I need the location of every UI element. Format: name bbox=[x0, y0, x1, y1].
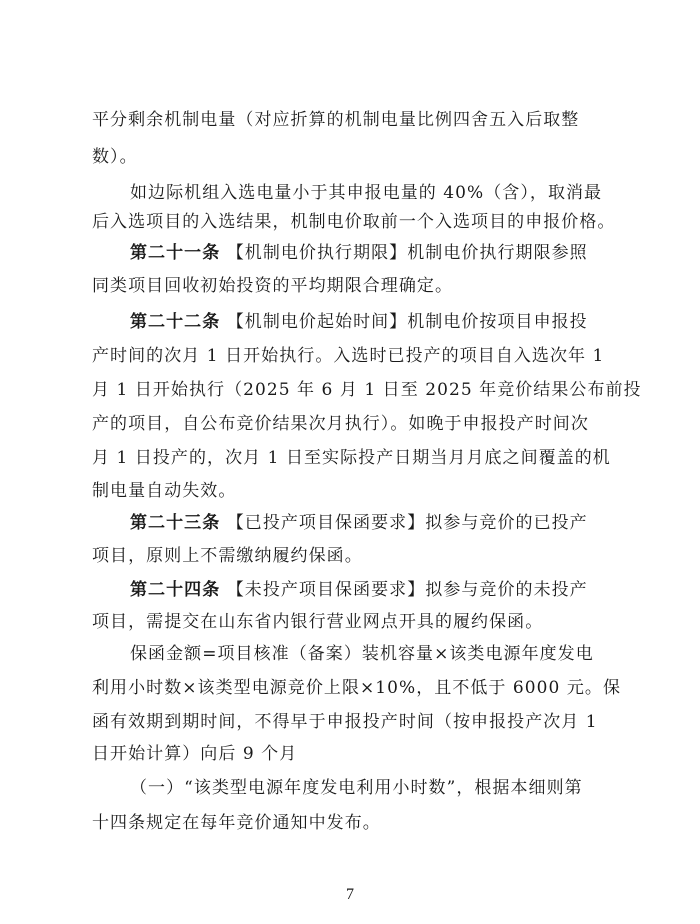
text-line: （一）“该类型电源年度发电利用小时数”，根据本细则第 bbox=[130, 778, 583, 798]
text-line: 项目，原则上不需缴纳履约保函。 bbox=[92, 546, 363, 566]
page-number: 7 bbox=[346, 886, 354, 903]
article-23-title: 【已投产项目保函要求】 bbox=[226, 513, 426, 533]
text-line: 月 1 日投产的，次月 1 日至实际投产日期当月月底之间覆盖的机 bbox=[92, 448, 611, 468]
text-line: 数）。 bbox=[92, 147, 138, 167]
text-line: 后入选项目的入选结果，机制电价取前一个入选项目的申报价格。 bbox=[92, 212, 616, 232]
article-22-heading: 第二十二条 bbox=[130, 312, 221, 332]
text-line: 日开始计算）向后 9 个月 bbox=[92, 744, 298, 764]
text-line: 同类项目回收初始投资的平均期限合理确定。 bbox=[92, 276, 453, 296]
article-22-text: 机制电价按项目申报投 bbox=[407, 312, 588, 332]
text-line: 利用小时数×该类型电源竞价上限×10%，且不低于 6000 元。保 bbox=[92, 678, 621, 698]
article-24-heading: 第二十四条 bbox=[130, 580, 221, 600]
text-line: 函有效期到期时间，不得早于申报投产时间（按申报投产次月 1 bbox=[92, 712, 598, 732]
article-21-line bbox=[130, 242, 614, 264]
article-24-title: 【未投产项目保函要求】 bbox=[226, 580, 426, 600]
article-21-title: 【机制电价执行期限】 bbox=[226, 243, 408, 263]
article-21-heading: 第二十一条 bbox=[130, 243, 221, 263]
article-24-line bbox=[130, 579, 614, 601]
text-line: 月 1 日开始执行（2025 年 6 月 1 日至 2025 年竞价结果公布前投 bbox=[92, 380, 642, 400]
text-line: 项目，需提交在山东省内银行营业网点开具的履约保函。 bbox=[92, 612, 544, 632]
article-22-line bbox=[130, 311, 614, 333]
text-line: 十四条规定在每年竞价通知中发布。 bbox=[92, 813, 381, 833]
article-24-text: 拟参与竞价的未投产 bbox=[425, 580, 588, 600]
text-line: 产时间的次月 1 日开始执行。入选时已投产的项目自入选次年 1 bbox=[92, 346, 605, 366]
article-23-heading: 第二十三条 bbox=[130, 513, 221, 533]
text-line: 如边际机组入选电量小于其申报电量的 40%（含），取消最 bbox=[130, 183, 603, 203]
text-line: 产的项目，自公布竞价结果次月执行）。如晚于申报投产时间次 bbox=[92, 414, 589, 434]
text-line: 制电量自动失效。 bbox=[92, 481, 237, 501]
text-line: 平分剩余机制电量（对应折算的机制电量比例四舍五入后取整 bbox=[92, 110, 580, 130]
article-22-title: 【机制电价起始时间】 bbox=[226, 312, 408, 332]
text-line: 保函金额=项目核准（备案）装机容量×该类电源年度发电 bbox=[130, 644, 594, 664]
article-23-text: 拟参与竞价的已投产 bbox=[425, 513, 588, 533]
article-23-line bbox=[130, 512, 614, 534]
article-21-text: 机制电价执行期限参照 bbox=[407, 243, 588, 263]
